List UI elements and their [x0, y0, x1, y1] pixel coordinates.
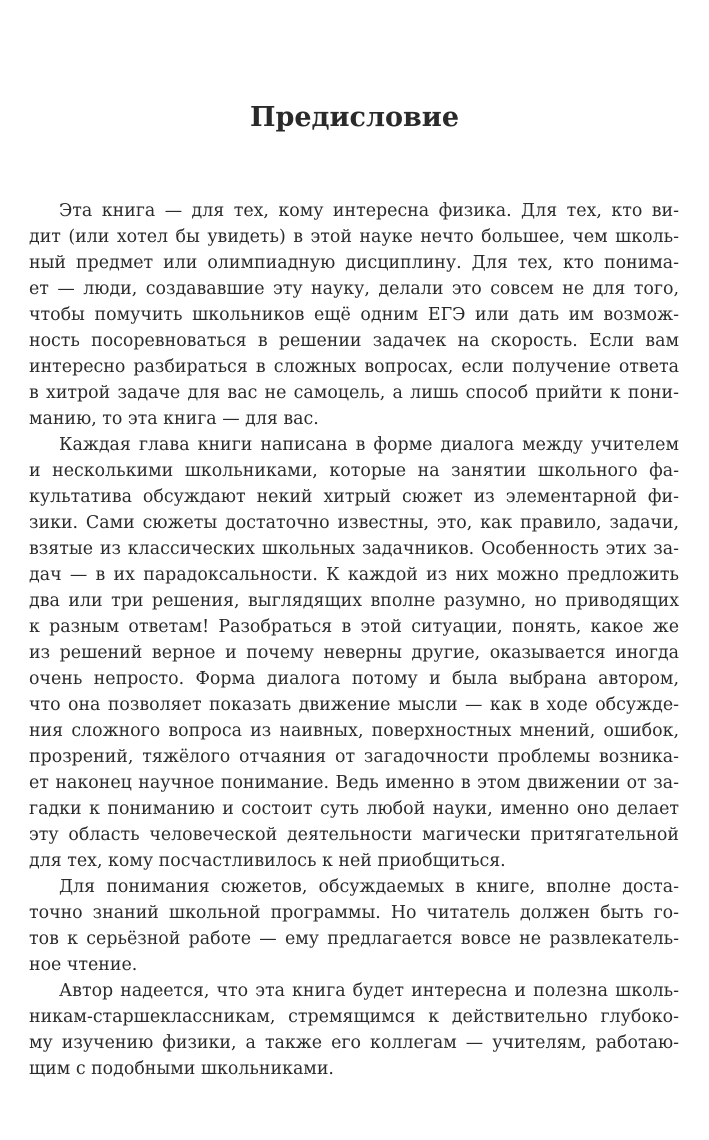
text-line: точно знаний школьной программы. Но читатель должен быть го- — [29, 903, 679, 923]
text-line: му изучению физики, а также его коллегам — учителям, работаю- — [29, 1033, 679, 1053]
text-line: ет — люди, создававшие эту науку, делали это совсем не для того, — [29, 279, 679, 299]
text-line: два или три решения, выглядящих вполне разумно, но приводящих — [29, 591, 679, 611]
text-line: никам-старшеклассникам, стремящимся к действительно глубоко- — [29, 1007, 679, 1027]
text-line: дит (или хотел бы увидеть) в этой науке нечто большее, чем школь- — [29, 227, 679, 247]
text-line: дач — в их парадоксальности. К каждой из них можно предложить — [29, 565, 679, 585]
text-line: тов к серьёзной работе — ему предлагается вовсе не развлекатель- — [29, 929, 679, 949]
text-line: интересно разбираться в сложных вопросах, если получение ответа — [29, 357, 679, 377]
preface-text — [29, 198, 679, 1082]
text-line: и несколькими школьниками, которые на занятии школьного фа- — [29, 461, 679, 481]
text-line: Для понимания сюжетов, обсуждаемых в книге, вполне доста- — [59, 877, 679, 897]
text-line: гадки к пониманию и состоит суть любой науки, именно оно делает — [29, 799, 679, 819]
text-line: прозрений, тяжёлого отчаяния от загадочности проблемы возника- — [29, 747, 679, 767]
text-line: ния сложного вопроса из наивных, поверхностных мнений, ошибок, — [29, 721, 679, 741]
text-line: чтобы помучить школьников ещё одним ЕГЭ или дать им возмож- — [29, 305, 679, 325]
paragraph-2 — [29, 432, 679, 874]
text-line: эту область человеческой деятельности магически притягательной — [29, 825, 679, 845]
text-line: что она позволяет показать движение мысли — как в ходе обсужде- — [29, 695, 679, 715]
text-line: Автор надеется, что эта книга будет интересна и полезна школь- — [59, 981, 679, 1001]
text-line: очень непросто. Форма диалога потому и была выбрана автором, — [29, 669, 679, 689]
text-line: к разным ответам! Разобраться в этой ситуации, понять, какое же — [29, 617, 679, 637]
paragraph-4 — [29, 978, 679, 1082]
text-line: зики. Сами сюжеты достаточно известны, это, как правило, задачи, — [29, 513, 679, 533]
text-line: манию, то эта книга — для вас. — [29, 409, 319, 429]
paragraph-3 — [29, 874, 679, 978]
text-line: Каждая глава книги написана в форме диалога между учителем — [59, 435, 679, 455]
page-title: Предисловие — [249, 102, 460, 133]
text-line: культатива обсуждают некий хитрый сюжет из элементарной фи- — [29, 487, 679, 507]
text-line: ный предмет или олимпиадную дисциплину. Для тех, кто понима- — [29, 253, 679, 273]
text-line: ность посоревноваться в решении задачек на скорость. Если вам — [29, 331, 679, 351]
paragraph-1 — [29, 198, 679, 432]
text-line: для тех, кому посчастливилось к ней приобщиться. — [29, 851, 506, 871]
text-line: из решений верное и почему неверны другие, оказывается иногда — [29, 643, 679, 663]
text-line: ет наконец научное понимание. Ведь именно в этом движении от за- — [29, 773, 679, 793]
text-line: Эта книга — для тех, кому интересна физика. Для тех, кто ви- — [59, 201, 679, 221]
text-line: в хитрой задаче для вас не самоцель, а лишь способ прийти к пони- — [29, 383, 679, 403]
text-line: ное чтение. — [29, 955, 138, 975]
text-line: взятые из классических школьных задачников. Особенность этих за- — [29, 539, 679, 559]
text-line: щим с подобными школьниками. — [29, 1059, 334, 1079]
